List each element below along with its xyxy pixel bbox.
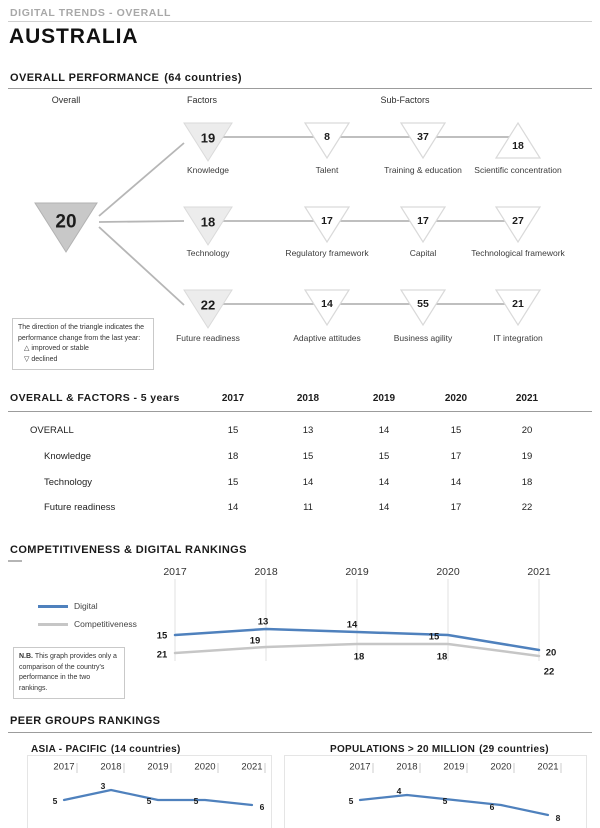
asia-pacific-ranking-line	[64, 790, 252, 805]
legend-line-swatch	[38, 605, 68, 608]
subfactor-label: Capital	[409, 248, 437, 258]
table-cell: 15	[450, 425, 462, 436]
year-label: 2021	[527, 566, 551, 578]
data-label: 19	[249, 635, 261, 647]
year-label: 2020	[436, 566, 460, 578]
data-label: 15	[428, 631, 440, 643]
note-line-declined: ▽ declined	[24, 355, 58, 363]
data-label: 21	[156, 649, 168, 661]
year-label: 2021	[241, 761, 263, 773]
diagram-column-header: Overall	[51, 95, 81, 105]
section-title-rankings: COMPETITIVENESS & DIGITAL RANKINGS	[10, 544, 247, 556]
note-line-improved: △ improved or stable	[24, 345, 89, 352]
section-title-text: OVERALL PERFORMANCE	[10, 72, 160, 84]
factor-value: 22	[200, 297, 216, 313]
subfactor-label: IT integration	[493, 333, 543, 343]
table-cell: 15	[302, 451, 314, 462]
table-year-header: 2020	[444, 393, 468, 404]
table-cell: 15	[378, 451, 390, 462]
peer-section-divider	[8, 732, 592, 733]
year-label: 2018	[254, 566, 278, 578]
data-label: 20	[545, 647, 557, 659]
subfactor-label: Talent	[315, 165, 339, 175]
subfactor-label: Training & education	[384, 165, 462, 175]
subfactor-value: 21	[512, 298, 524, 310]
data-label: 6	[489, 802, 495, 812]
subfactor-value: 18	[512, 140, 524, 152]
subfactor-value: 17	[321, 215, 333, 227]
table-cell: 19	[521, 451, 533, 462]
subfactor-value: 37	[417, 131, 429, 143]
diagram-column-header: Factors	[186, 95, 218, 105]
table-cell: 17	[450, 502, 462, 513]
data-label: 5	[52, 796, 58, 806]
subfactor-label: Regulatory framework	[285, 248, 369, 258]
peer-title-text: POPULATIONS > 20 MILLION	[330, 744, 476, 755]
table-row-label: Knowledge	[44, 451, 92, 462]
table-cell: 14	[450, 477, 462, 488]
data-label: 8	[555, 813, 561, 823]
legend-line-swatch	[38, 623, 68, 626]
chart-legend	[38, 601, 137, 637]
header-divider	[8, 21, 592, 22]
connector-line	[99, 227, 184, 305]
table-cell: 11	[303, 502, 313, 513]
diagram-column-header: Sub-Factors	[380, 95, 430, 105]
subfactor-value: 17	[417, 215, 429, 227]
peer-title-text: ASIA - PACIFIC	[31, 744, 107, 755]
note-line: performance change from the last year:	[18, 334, 141, 342]
legend-label: Competitiveness	[74, 619, 137, 629]
section-title-peer-groups: PEER GROUPS RANKINGS	[10, 715, 161, 727]
table-year-header: 2019	[372, 393, 396, 404]
nb-note	[13, 647, 125, 699]
legend-item-competitiveness	[38, 619, 137, 629]
subfactor-label: Business agility	[393, 333, 453, 343]
overall-performance-diagram	[0, 92, 600, 384]
chart-peer-asia-pacific	[27, 756, 271, 828]
table-year-header: 2018	[296, 393, 320, 404]
subfactor-label: Adaptive attitudes	[293, 333, 361, 343]
data-label: 5	[193, 796, 199, 806]
year-label: 2019	[443, 761, 465, 773]
table-row-label: OVERALL	[30, 425, 74, 436]
table-cell: 14	[302, 477, 314, 488]
factor-label: Future readiness	[176, 333, 240, 343]
connector-line	[99, 221, 184, 222]
table-cell: 20	[521, 425, 533, 436]
chart-peer-populations	[284, 756, 586, 828]
table-header-divider	[8, 411, 592, 412]
triangle-direction-note	[12, 318, 154, 370]
peer-chart-title-populations	[330, 744, 549, 755]
country-title: AUSTRALIA	[9, 25, 139, 48]
table-cell: 14	[378, 502, 390, 513]
peer-title-count: (14 countries)	[110, 744, 181, 755]
subfactor-value: 55	[417, 298, 429, 310]
year-label: 2017	[53, 761, 75, 773]
table-cell: 14	[227, 502, 239, 513]
table-row-label: Technology	[44, 477, 93, 488]
table-cell: 17	[450, 451, 462, 462]
table-year-header: 2021	[515, 393, 539, 404]
data-label: 15	[156, 630, 168, 642]
data-label: 4	[396, 786, 402, 796]
subfactor-value: 14	[321, 298, 333, 310]
year-label: 2018	[396, 761, 418, 773]
year-label: 2020	[490, 761, 512, 773]
data-label: 6	[259, 802, 265, 812]
data-label: 14	[346, 619, 358, 631]
factors-table	[0, 388, 600, 520]
year-label: 2018	[100, 761, 122, 773]
factor-value: 18	[200, 214, 216, 230]
table-title: OVERALL & FACTORS - 5 years	[10, 392, 180, 404]
peer-title-count: (29 countries)	[479, 744, 549, 755]
section-title-overall-performance	[10, 72, 242, 84]
nb-prefix: N.B.	[19, 653, 33, 660]
data-label: 18	[436, 651, 448, 663]
data-label: 13	[257, 616, 269, 628]
data-label: 5	[146, 796, 152, 806]
table-cell: 18	[521, 477, 533, 488]
table-cell: 13	[302, 425, 314, 436]
subfactor-value: 8	[324, 131, 330, 143]
data-label: 22	[543, 666, 555, 678]
data-label: 3	[100, 781, 106, 791]
year-label: 2020	[194, 761, 216, 773]
data-label: 5	[442, 796, 448, 806]
year-label: 2021	[537, 761, 559, 773]
legend-label: Digital	[74, 601, 98, 611]
data-label: 5	[348, 796, 354, 806]
legend-item-digital	[38, 601, 137, 611]
table-cell: 15	[227, 425, 239, 436]
factor-label: Knowledge	[186, 165, 230, 175]
year-label: 2019	[345, 566, 369, 578]
nb-text: This graph provides only a comparison of the country's performance in the two rankings.	[19, 653, 117, 692]
note-line: The direction of the triangle indicates the	[18, 324, 145, 331]
subfactor-value: 27	[512, 215, 524, 227]
report-kicker: DIGITAL TRENDS - OVERALL	[10, 7, 172, 19]
year-label: 2017	[163, 566, 187, 578]
factor-label: Technology	[186, 248, 230, 258]
factor-value: 19	[200, 130, 216, 146]
countries-count: (64 countries)	[164, 72, 242, 84]
subfactor-label: Technological framework	[471, 248, 565, 258]
table-year-header: 2017	[221, 393, 245, 404]
peer-chart-title-asia-pacific	[31, 744, 181, 755]
table-cell: 18	[227, 451, 239, 462]
section-divider	[8, 88, 592, 89]
year-label: 2019	[147, 761, 169, 773]
table-cell: 14	[378, 477, 390, 488]
overall-value: 20	[55, 211, 77, 233]
table-cell: 14	[378, 425, 390, 436]
table-cell: 15	[227, 477, 239, 488]
table-cell: 22	[521, 502, 533, 513]
populations-20-million-ranking-line	[360, 795, 548, 815]
table-row-label: Future readiness	[44, 502, 116, 513]
year-label: 2017	[349, 761, 371, 773]
data-label: 18	[353, 651, 365, 663]
connector-line	[99, 143, 184, 216]
subfactor-label: Scientific concentration	[474, 165, 562, 175]
